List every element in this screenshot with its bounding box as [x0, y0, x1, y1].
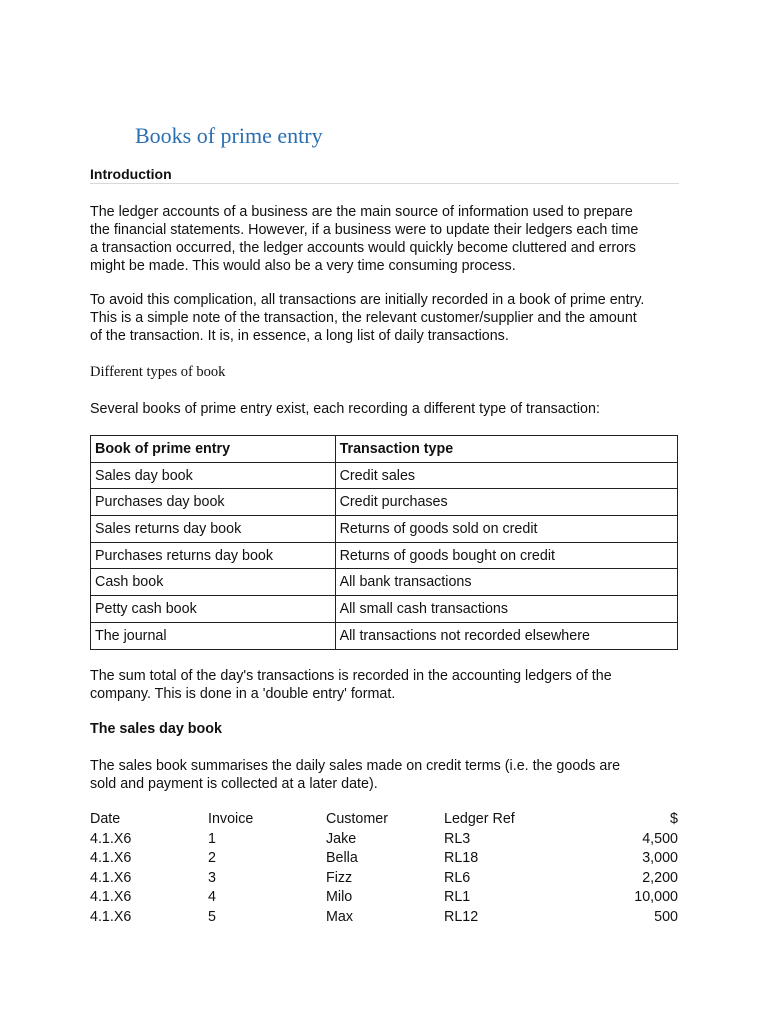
- sales-day-book-table: [90, 810, 680, 928]
- table-row: [90, 830, 680, 850]
- column-header: Transaction type: [335, 436, 677, 463]
- transaction-type-cell: Returns of goods sold on credit: [335, 516, 677, 543]
- table-row: [90, 908, 680, 928]
- book-cell: Sales day book: [91, 462, 336, 489]
- introduction-heading: Introduction: [90, 166, 172, 182]
- transaction-type-cell: Credit purchases: [335, 489, 677, 516]
- date-cell: 4.1.X6: [90, 850, 132, 867]
- book-cell: Cash book: [91, 569, 336, 596]
- transaction-type-cell: All bank transactions: [335, 569, 677, 596]
- text-line: Several books of prime entry exist, each recording a different type of transaction:: [90, 401, 600, 417]
- transaction-type-cell: Returns of goods bought on credit: [335, 542, 677, 569]
- column-header: Date: [90, 811, 121, 827]
- date-cell: 4.1.X6: [90, 830, 132, 847]
- table-row: [91, 516, 678, 543]
- invoice-cell: 4: [208, 889, 216, 906]
- amount-cell: 500: [654, 908, 678, 925]
- column-header: Invoice: [208, 811, 254, 827]
- table-row: [91, 596, 678, 623]
- invoice-cell: 1: [208, 830, 216, 847]
- text-line: a transaction occurred, the ledger accounts would quickly become cluttered and errors: [90, 240, 636, 256]
- table-row: [91, 489, 678, 516]
- date-cell: 4.1.X6: [90, 908, 132, 925]
- text-line: The sales book summarises the daily sales made on credit terms (i.e. the goods are: [90, 758, 621, 774]
- table-row: [90, 888, 680, 908]
- column-header: Customer: [326, 811, 388, 827]
- customer-cell: Bella: [326, 850, 358, 867]
- introduction-paragraph-2: [90, 291, 690, 345]
- amount-cell: 3,000: [642, 850, 678, 867]
- types-intro: [90, 400, 690, 418]
- amount-cell: 4,500: [642, 830, 678, 847]
- text-line: the financial statements. However, if a business were to update their ledgers each time: [90, 222, 639, 238]
- text-line: might be made. This would also be a very time consuming process.: [90, 258, 516, 274]
- transaction-type-cell: Credit sales: [335, 462, 677, 489]
- book-cell: The journal: [91, 622, 336, 649]
- text-line: company. This is done in a 'double entry' format.: [90, 686, 396, 702]
- table-row: [91, 622, 678, 649]
- book-cell: Petty cash book: [91, 596, 336, 623]
- book-cell: Purchases returns day book: [91, 542, 336, 569]
- heading-divider: [90, 183, 679, 184]
- text-line: This is a simple note of the transaction, the relevant customer/supplier and the amount: [90, 310, 637, 326]
- table-row: [90, 869, 680, 889]
- invoice-cell: 5: [208, 908, 216, 925]
- column-header: Book of prime entry: [91, 436, 336, 463]
- after-table-paragraph: [90, 667, 690, 703]
- transaction-type-cell: All small cash transactions: [335, 596, 677, 623]
- books-of-prime-entry-table: [90, 435, 678, 650]
- introduction-paragraph-1: [90, 203, 690, 275]
- column-header: $: [670, 811, 678, 827]
- customer-cell: Fizz: [326, 869, 353, 886]
- table-row: [91, 542, 678, 569]
- column-header: Ledger Ref: [444, 811, 515, 827]
- text-line: of the transaction. It is, in essence, a long list of daily transactions.: [90, 328, 509, 344]
- text-line: sold and payment is collected at a later date).: [90, 776, 378, 792]
- book-cell: Sales returns day book: [91, 516, 336, 543]
- table-header-row: [91, 436, 678, 463]
- customer-cell: Max: [326, 908, 354, 925]
- customer-cell: Jake: [326, 830, 357, 847]
- ledger-ref-cell: RL1: [444, 889, 471, 906]
- text-line: The sum total of the day's transactions is recorded in the accounting ledgers of the: [90, 668, 612, 684]
- table-row: [90, 849, 680, 869]
- book-cell: Purchases day book: [91, 489, 336, 516]
- text-line: To avoid this complication, all transactions are initially recorded in a book of prime entry.: [90, 292, 645, 308]
- ledger-ref-cell: RL12: [444, 908, 479, 925]
- date-cell: 4.1.X6: [90, 869, 132, 886]
- types-heading: Different types of book: [90, 364, 226, 380]
- invoice-cell: 2: [208, 850, 216, 867]
- customer-cell: Milo: [326, 889, 353, 906]
- ledger-ref-cell: RL6: [444, 869, 471, 886]
- transaction-type-cell: All transactions not recorded elsewhere: [335, 622, 677, 649]
- table-row: [91, 462, 678, 489]
- table-row: [91, 569, 678, 596]
- table-header-row: [90, 810, 680, 830]
- invoice-cell: 3: [208, 869, 216, 886]
- sales-day-book-description: [90, 757, 690, 793]
- text-line: The ledger accounts of a business are the main source of information used to prepare: [90, 204, 633, 220]
- ledger-ref-cell: RL3: [444, 830, 471, 847]
- page-title: Books of prime entry: [135, 123, 323, 148]
- sales-day-book-heading: The sales day book: [90, 721, 222, 737]
- amount-cell: 10,000: [634, 889, 678, 906]
- date-cell: 4.1.X6: [90, 889, 132, 906]
- amount-cell: 2,200: [642, 869, 678, 886]
- ledger-ref-cell: RL18: [444, 850, 479, 867]
